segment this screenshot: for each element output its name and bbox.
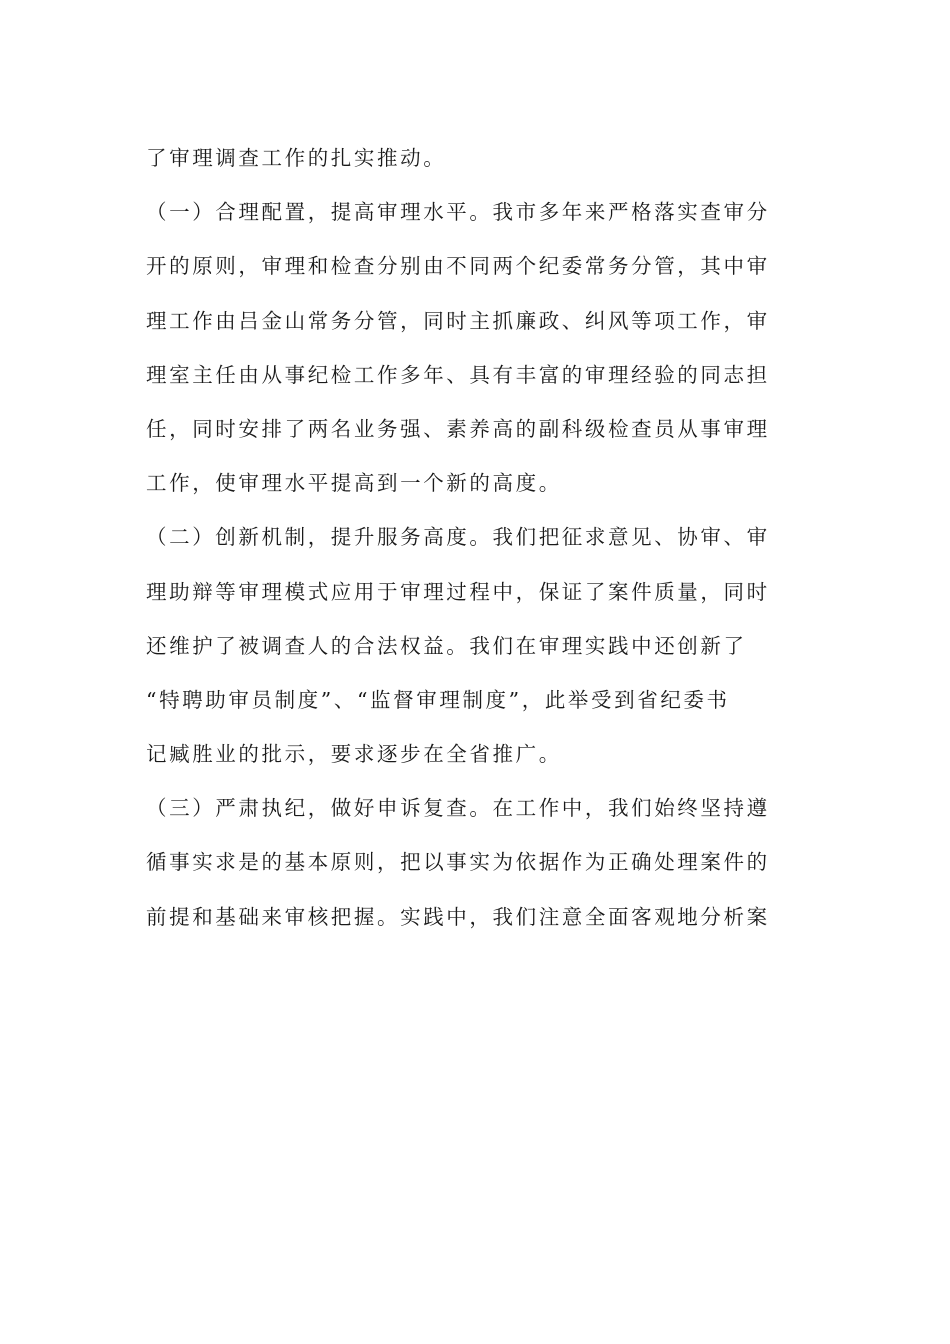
text-line: （一）合理配置，提高审理水平。我市多年来严格落实查审分: [146, 200, 770, 225]
text-line: 循事实求是的基本原则，把以事实为依据作为正确处理案件的: [146, 850, 770, 875]
text-line: 理工作由吕金山常务分管，同时主抓廉政、纠风等项工作，审: [146, 308, 770, 333]
text-line: 了审理调查工作的扎实推动。: [146, 146, 447, 170]
text-line: 理室主任由从事纪检工作多年、具有丰富的审理经验的同志担: [146, 362, 770, 387]
text-line: 任，同时安排了两名业务强、素养高的副科级检查员从事审理: [146, 416, 770, 441]
text-line: “特聘助审员制度”、“监督审理制度”，此举受到省纪委书: [146, 687, 730, 712]
text-line: 开的原则，审理和检查分别由不同两个纪委常务分管，其中审: [146, 254, 770, 279]
text-line: 前提和基础来审核把握。实践中，我们注意全面客观地分析案: [146, 904, 770, 929]
text-line: （三）严肃执纪，做好申诉复查。在工作中，我们始终坚持遵: [146, 796, 770, 821]
text-line: 理助辩等审理模式应用于审理过程中，保证了案件质量，同时: [146, 579, 770, 604]
body-text: [146, 131, 806, 944]
text-line: （二）创新机制，提升服务高度。我们把征求意见、协审、审: [146, 525, 770, 550]
text-line: 还维护了被调查人的合法权益。我们在审理实践中还创新了: [146, 633, 747, 658]
text-line: 记臧胜业的批示，要求逐步在全省推广。: [146, 742, 562, 767]
text-line: 工作，使审理水平提高到一个新的高度。: [146, 471, 562, 496]
